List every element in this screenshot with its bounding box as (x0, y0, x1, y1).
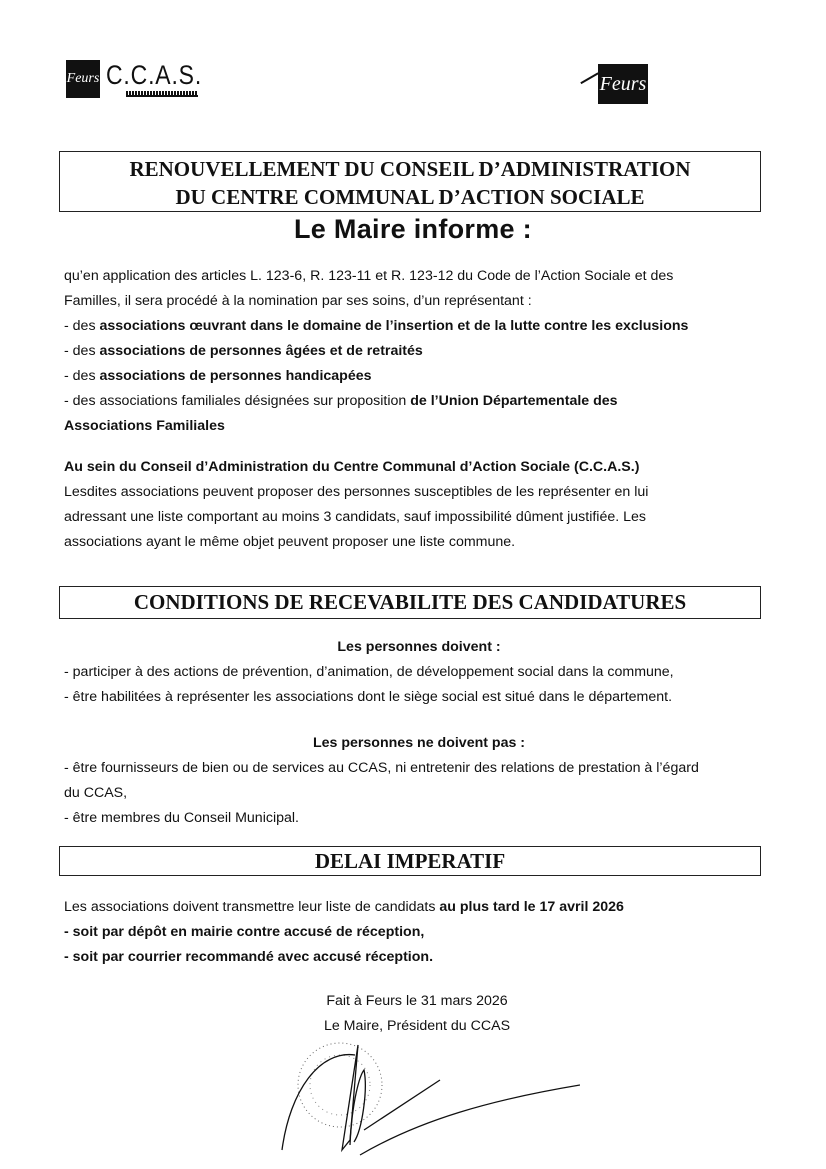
conditions-title-box: CONDITIONS DE RECEVABILITE DES CANDIDATURES (59, 586, 761, 619)
title-line-1: RENOUVELLEMENT DU CONSEIL D’ADMINISTRATION (129, 157, 691, 181)
list-item: - des associations œuvrant dans le domaine de l’insertion et de la lutte contre les exclusions (64, 318, 689, 334)
feurs-logo-mark: Feurs (66, 60, 100, 98)
list-item: - être membres du Conseil Municipal. (64, 810, 299, 826)
council-line: Lesdites associations peuvent proposer des personnes susceptibles de les représenter en lui (64, 484, 649, 500)
signature-icon (280, 1030, 580, 1160)
ccas-logo-subtitle (126, 91, 198, 97)
page-heading: Le Maire informe : (294, 214, 532, 244)
list-item: - être habilitées à représenter les associations dont le siège social est situé dans le département. (64, 689, 673, 705)
ccas-logo-letters: C.C.A.S. (106, 60, 203, 90)
ccas-logo (66, 60, 219, 98)
list-item: - des associations de personnes handicapées (64, 368, 372, 384)
list-item: - soit par courrier recommandé avec accusé réception. (64, 949, 434, 965)
list-item-continuation: Associations Familiales (64, 418, 225, 434)
council-heading: Au sein du Conseil d’Administration du Centre Communal d’Action Sociale (C.C.A.S.) (64, 459, 640, 475)
deadline-title-box: DELAI IMPERATIF (59, 846, 761, 876)
feurs-logo: Feurs (598, 64, 648, 104)
deadline-section (64, 895, 774, 970)
document-title-box (59, 151, 761, 212)
list-item: - être fournisseurs de bien ou de services au CCAS, ni entretenir des relations de prestation à l’égard (64, 760, 699, 776)
signatory: Le Maire, Président du CCAS (323, 1018, 511, 1034)
conditions-must-not-section (64, 731, 774, 831)
list-item: - participer à des actions de prévention, d’animation, de développement social dans la commune, (64, 664, 674, 680)
conditions-must-section (64, 635, 774, 710)
list-item: - des associations de personnes âgées et de retraités (64, 343, 423, 359)
must-heading: Les personnes doivent : (337, 639, 501, 655)
title-line-2: DU CENTRE COMMUNAL D’ACTION SOCIALE (175, 185, 645, 209)
list-item: du CCAS, (64, 785, 128, 801)
council-line: associations ayant le même objet peuvent proposer une liste commune. (64, 534, 516, 550)
intro-section (64, 264, 774, 555)
council-line: adressant une liste comportant au moins 3 candidats, sauf impossibilité dûment justifiée. Les (64, 509, 646, 525)
list-item: - soit par dépôt en mairie contre accusé de réception, (64, 924, 425, 940)
intro-line: Familles, il sera procédé à la nomination par ses soins, d’un représentant : (64, 293, 532, 309)
must-not-heading: Les personnes ne doivent pas : (312, 735, 526, 751)
deadline-line: Les associations doivent transmettre leur liste de candidats au plus tard le 17 avril 2026 (64, 899, 624, 915)
place-date: Fait à Feurs le 31 mars 2026 (326, 993, 508, 1009)
list-item: - des associations familiales désignées sur proposition de l’Union Départementale des (64, 393, 618, 409)
intro-line: qu’en application des articles L. 123-6, R. 123-11 et R. 123-12 du Code de l’Action Sociale et des (64, 268, 674, 284)
